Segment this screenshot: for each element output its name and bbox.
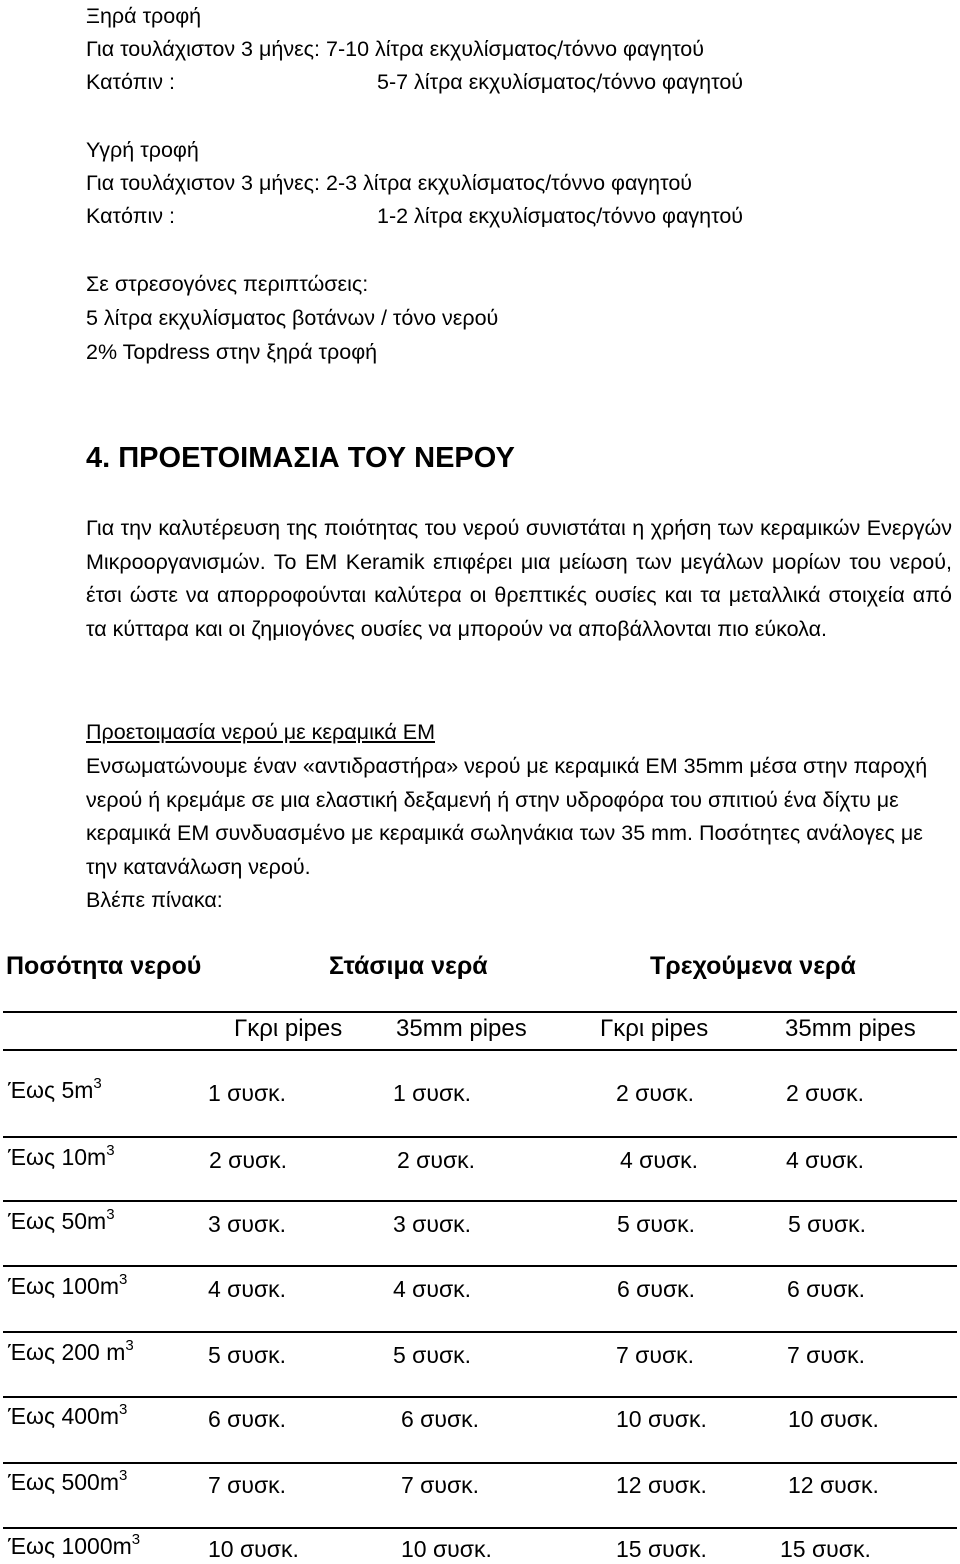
table-rule (3, 1396, 957, 1398)
table-rule (3, 1462, 957, 1464)
wet-feed-line-2-label: Κατόπιν : (86, 204, 175, 228)
table-cell: 6 συσκ. (617, 1276, 696, 1302)
row-label-superscript: 3 (125, 1337, 134, 1354)
stress-line-2: 2% Topdress στην ξηρά τροφή (86, 340, 378, 364)
dry-feed-line-1-value: 7-10 λίτρα εκχυλίσματος/τόννο φαγητού (326, 37, 704, 61)
row-label-superscript: 3 (106, 1206, 115, 1223)
wet-feed-line-1-value: 2-3 λίτρα εκχυλίσματος/τόννο φαγητού (326, 171, 693, 195)
table-rule (3, 1049, 957, 1051)
wet-feed-line-1-label: Για τουλάχιστον 3 μήνες: (86, 171, 321, 195)
dry-feed-line-1 (86, 33, 704, 67)
table-cell: 5 συσκ. (617, 1211, 696, 1237)
table-cell: 6 συσκ. (208, 1406, 287, 1432)
stress-title: Σε στρεσογόνες περιπτώσεις: (86, 272, 369, 296)
table-cell: 10 συσκ. (208, 1536, 299, 1562)
header-running-water: Τρεχούμενα νερά (650, 952, 856, 980)
row-label (8, 1531, 140, 1561)
stress-line-1: 5 λίτρα εκχυλίσματος βοτάνων / τόνο νερού (86, 306, 499, 330)
table-cell: 10 συσκ. (788, 1406, 879, 1432)
section-heading: 4. ΠΡΟΕΤΟΙΜΑΣΙΑ ΤΟΥ ΝΕΡΟΥ (86, 442, 515, 474)
table-cell: 4 συσκ. (208, 1276, 287, 1302)
row-label (8, 1467, 127, 1497)
table-cell: 15 συσκ. (616, 1536, 707, 1562)
section-paragraph-2: Ενσωματώνουμε έναν «αντιδραστήρα» νερού με κεραμικά ΕΜ 35mm μέσα στην παροχή νερού ή κρεμάμε σε μια ελαστική δεξαμενή ή στην υδροφόρα του σπιτιού ένα δίχτυ με κεραμικά ΕΜ συνδυασμένο με κεραμικά σωληνάκια των 35 mm. Ποσότητες ανάλογες με την κατανάλωση νερού. (86, 754, 928, 879)
dry-feed-title: Ξηρά τροφή (86, 4, 202, 28)
row-label-text: Έως 5m (8, 1077, 94, 1103)
table-cell: 6 συσκ. (787, 1276, 866, 1302)
dry-feed-line-2 (86, 66, 846, 100)
row-label-text: Έως 10m (8, 1144, 107, 1170)
table-cell: 10 συσκ. (401, 1536, 492, 1562)
see-table-text: Βλέπε πίνακα: (86, 888, 223, 912)
row-label (8, 1401, 127, 1431)
table-rule (3, 1011, 957, 1013)
table-cell: 1 συσκ. (393, 1080, 472, 1106)
table-cell: 3 συσκ. (393, 1211, 472, 1237)
table-rule (3, 1200, 957, 1202)
table-cell: 2 συσκ. (786, 1080, 865, 1106)
row-label (8, 1337, 134, 1367)
table-rule (3, 1331, 957, 1333)
table-cell: 2 συσκ. (397, 1147, 476, 1173)
row-label-text: Έως 200 m (8, 1339, 126, 1365)
table-cell: 12 συσκ. (788, 1472, 879, 1498)
row-label-superscript: 3 (119, 1401, 128, 1418)
table-rule (3, 1265, 957, 1267)
row-label-text: Έως 100m (8, 1273, 120, 1299)
row-label-text: Έως 500m (8, 1469, 120, 1495)
row-label-superscript: 3 (93, 1075, 102, 1092)
wet-feed-line-1 (86, 167, 692, 201)
table-cell: 4 συσκ. (393, 1276, 472, 1302)
row-label-text: Έως 400m (8, 1403, 120, 1429)
section-subheading: Προετοιμασία νερού με κεραμικά ΕΜ (86, 720, 435, 744)
dry-feed-line-2-label: Κατόπιν : (86, 70, 175, 94)
row-label (8, 1142, 115, 1172)
table-cell: 1 συσκ. (208, 1080, 287, 1106)
table-cell: 5 συσκ. (208, 1342, 287, 1368)
table-rule (3, 1527, 957, 1529)
table-cell: 5 συσκ. (393, 1342, 472, 1368)
wet-feed-title: Υγρή τροφή (86, 138, 199, 162)
row-label (8, 1271, 127, 1301)
row-label-superscript: 3 (119, 1271, 128, 1288)
dry-feed-line-1-label: Για τουλάχιστον 3 μήνες: (86, 37, 321, 61)
header-water-quantity: Ποσότητα νερού (6, 952, 202, 980)
table-cell: 15 συσκ. (780, 1536, 871, 1562)
table-cell: 3 συσκ. (208, 1211, 287, 1237)
dry-feed-line-2-value: 5-7 λίτρα εκχυλίσματος/τόννο φαγητού (377, 70, 744, 94)
table-cell: 7 συσκ. (787, 1342, 866, 1368)
wet-feed-line-2-value: 1-2 λίτρα εκχυλίσματος/τόννο φαγητού (377, 204, 744, 228)
table-cell: 5 συσκ. (788, 1211, 867, 1237)
table-cell: 12 συσκ. (616, 1472, 707, 1498)
row-label (8, 1206, 115, 1236)
subheader-35mm-pipes-1: 35mm pipes (396, 1015, 527, 1042)
table-cell: 6 συσκ. (401, 1406, 480, 1432)
row-label-superscript: 3 (119, 1467, 128, 1484)
table-cell: 2 συσκ. (209, 1147, 288, 1173)
table-cell: 4 συσκ. (786, 1147, 865, 1173)
wet-feed-line-2 (86, 200, 846, 234)
table-cell: 4 συσκ. (620, 1147, 699, 1173)
subheader-35mm-pipes-2: 35mm pipes (785, 1015, 916, 1042)
subheader-gray-pipes-2: Γκρι pipes (600, 1015, 709, 1042)
section-paragraph: Για την καλυτέρευση της ποιότητας του νερού συνιστάται η χρήση των κεραμικών Ενεργών Μικροοργανισμών. Το EM Keramik επιφέρει μια μείωση των μεγάλων μορίων του νερού, έτσι ώστε να απορροφούνται καλύτερα οι θρεπτικές ουσίες και τα μεταλλικά στοιχεία από τα κύτταρα και οι ζημιογόνες ουσίες να μπορούν να αποβάλλονται πιο εύκολα. (86, 516, 952, 641)
table-cell: 7 συσκ. (401, 1472, 480, 1498)
table-cell: 7 συσκ. (208, 1472, 287, 1498)
table-cell: 7 συσκ. (616, 1342, 695, 1368)
subheader-gray-pipes-1: Γκρι pipes (234, 1015, 343, 1042)
header-standing-water: Στάσιμα νερά (329, 952, 488, 980)
row-label-text: Έως 50m (8, 1208, 107, 1234)
table-cell: 2 συσκ. (616, 1080, 695, 1106)
row-label (8, 1075, 102, 1105)
row-label-text: Έως 1000m (8, 1533, 132, 1559)
row-label-superscript: 3 (106, 1142, 115, 1159)
table-cell: 10 συσκ. (616, 1406, 707, 1432)
row-label-superscript: 3 (131, 1531, 141, 1548)
table-rule (3, 1136, 957, 1138)
